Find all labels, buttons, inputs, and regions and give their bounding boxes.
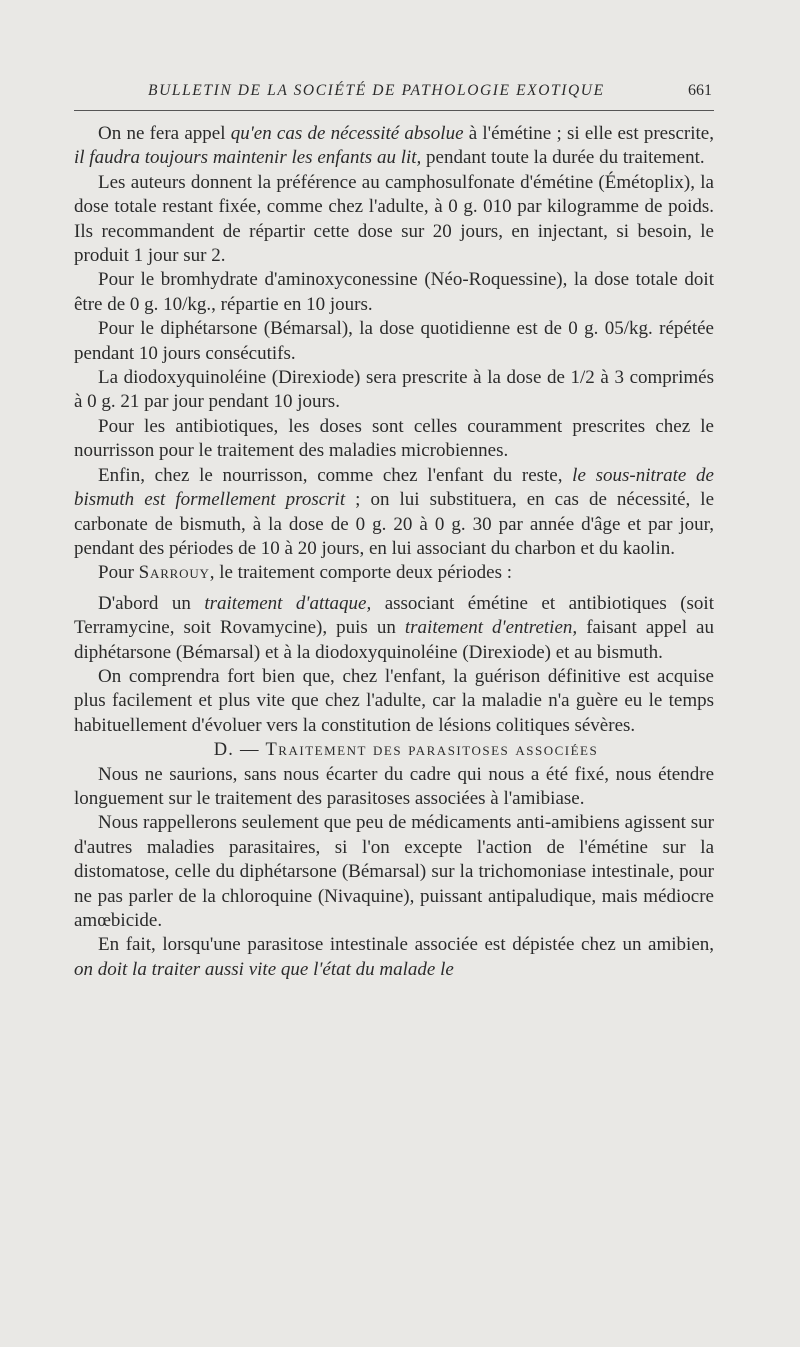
running-title: BULLETIN DE LA SOCIÉTÉ DE PATHOLOGIE EXOTIQUE — [148, 82, 605, 99]
text-run: En fait, lorsqu'une parasitose intestinale associée est dépistée chez un amibien, — [98, 934, 714, 956]
body-text — [74, 122, 714, 982]
text-run: à l'émétine ; si elle est prescrite, — [463, 123, 714, 144]
paragraph-13 — [74, 933, 714, 982]
paragraph-10: On comprendra fort bien que, chez l'enfant, la guérison définitive est acquise plus facilement et plus vite que chez l'adulte, car la maladie n'a guère eu le temps habituellement d'évoluer vers la constitution de lésions colitiques sévères. — [74, 665, 714, 736]
italic-run: qu'en cas de nécessité absolue — [230, 123, 464, 144]
page-number: 661 — [688, 82, 712, 99]
paragraph-12: Nous rappellerons seulement que peu de médicaments anti-amibiens agissent sur d'autres maladies parasitaires, si l'on excepte l'action de l'émétine sur la distomatose, celle du diphétarsone (Bémarsal) sur la trichomoniase intestinale, pour ne pas parler de la chloroquine (Nivaquine), puissant antipaludique, mais médiocre amœbicide. — [74, 812, 714, 931]
section-heading — [74, 738, 714, 762]
text-run: On ne fera appel — [98, 123, 231, 144]
section-title: Traitement des parasitoses associées — [265, 740, 599, 761]
text-run: pendant toute la durée du traitement. — [421, 147, 705, 169]
paragraph-1 — [74, 122, 714, 171]
paragraph-7 — [74, 464, 714, 562]
section-letter: D. — — [213, 740, 266, 761]
paragraph-3: Pour le bromhydrate d'aminoxyconessine (Néo-Roquessine), la dose totale doit être de 0 g. 10/kg., répartie en 10 jours. — [74, 269, 714, 315]
paragraph-5: La diodoxyquinoléine (Direxiode) sera prescrite à la dose de 1/2 à 3 comprimés à 0 g. 21 par jour pendant 10 jours. — [74, 367, 714, 413]
italic-run: traitement d'attaque, — [204, 592, 372, 614]
text-run: D'abord un — [98, 592, 205, 614]
italic-run: le sous-nitrate de bismuth est formellement proscrit — [74, 464, 714, 511]
text-run: associant émétine et antibiotiques (soit Terramycine, soit Rovamycine), puis un — [74, 592, 714, 639]
author-name: Sarrouy — [138, 562, 210, 584]
paragraph-2: Les auteurs donnent la préférence au camphosulfonate d'émétine (Émétoplix), la dose totale restant fixée, comme chez l'adulte, à 0 g. 010 par kilogramme de poids. Ils recommandent de répartir cette dose sur 20 jours, en injectant, si besoin, le produit 1 jour sur 2. — [74, 171, 714, 267]
paragraph-8 — [74, 561, 714, 585]
paragraph-6: Pour les antibiotiques, les doses sont celles couramment prescrites chez le nourrisson pour le traitement des maladies microbiennes. — [74, 415, 714, 462]
paragraph-4: Pour le diphétarsone (Bémarsal), la dose quotidienne est de 0 g. 05/kg. répétée pendant 10 jours consécutifs. — [74, 318, 714, 364]
paragraph-11: Nous ne saurions, sans nous écarter du cadre qui nous a été fixé, nous étendre longuement sur le traitement des parasitoses associées à l'amibiase. — [74, 763, 714, 809]
italic-run: il faudra toujours maintenir les enfants au lit, — [74, 147, 422, 169]
text-run: faisant appel au diphétarsone (Bémarsal) et à la diodoxyquinoléine (Direxiode) et au bismuth. — [74, 617, 714, 663]
italic-run: traitement d'entretien, — [404, 617, 578, 639]
text-run: Pour — [98, 562, 139, 584]
text-run: Enfin, chez le nourrisson, comme chez l'enfant du reste, — [98, 464, 573, 486]
text-run: ; on lui substituera, en cas de nécessité, le carbonate de bismuth, à la dose de 0 g. 20 à 0 g. 30 par année d'âge et par jour, pendant des périodes de 10 à 20 jours, en lui associant du charbon et du kaolin. — [74, 489, 714, 559]
running-header — [74, 80, 714, 111]
italic-run: on doit la traiter aussi vite que l'état du malade le — [74, 958, 454, 980]
paragraph-9 — [74, 592, 714, 665]
text-run: , le traitement comporte deux périodes : — [209, 562, 513, 584]
